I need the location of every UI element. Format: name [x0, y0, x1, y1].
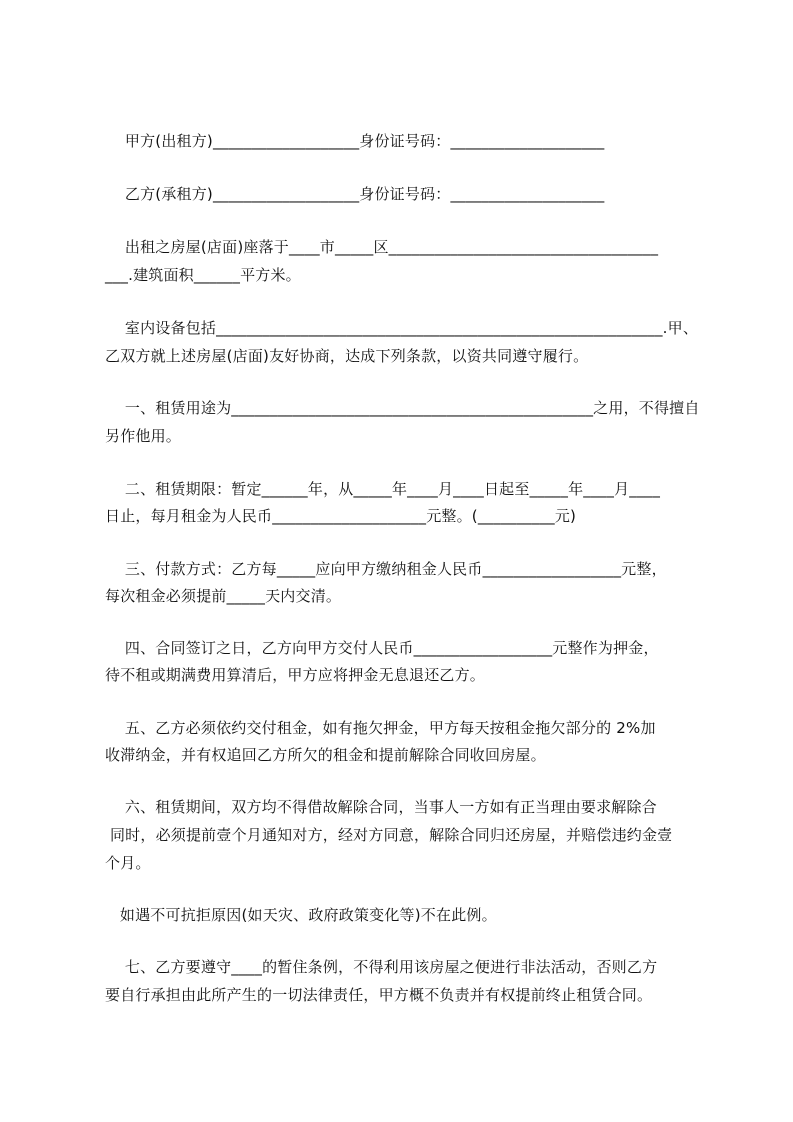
clause-4-line-2: 待不租或期满费用算清后，甲方应将押金无息退还乙方。: [105, 666, 486, 684]
property-location-line: 出租之房屋(店面)座落于____市_____区___________________________________: [105, 238, 659, 256]
equipment-line: 室内设备包括__________________________________________________________.甲、: [105, 319, 699, 337]
clause-4-line-1: 四、合同签订之日，乙方向甲方交付人民币__________________元整作为押金，: [105, 639, 659, 657]
party-b-line: 乙方(承租方)___________________身份证号码：____________________: [105, 185, 605, 203]
force-majeure-line: 如遇不可抗拒原因(如天灾、政府政策变化等)不在此例。: [105, 906, 497, 924]
clause-5-line-1: 五、乙方必须依约交付租金，如有拖欠押金，甲方每天按租金拖欠部分的 2%加: [105, 719, 656, 737]
clause-2-line-1: 二、租赁期限：暂定______年，从_____年____月____日起至_____年____月____: [105, 480, 661, 498]
clause-6-line-3: 个月。: [105, 854, 151, 872]
clause-2-line-2: 日止，每月租金为人民币____________________元整。(__________元): [105, 507, 577, 525]
party-a-line: 甲方(出租方)___________________身份证号码：____________________: [105, 132, 605, 150]
clause-6-line-2: 同时，必须提前壹个月通知对方，经对方同意，解除合同归还房屋，并赔偿违约金壹: [105, 826, 673, 844]
clause-1-line-1: 一、租赁用途为_______________________________________________之用，不得擅自: [105, 399, 700, 417]
clause-7-line-2: 要自行承担由此所产生的一切法律责任，甲方概不负责并有权提前终止租赁合同。: [105, 986, 653, 1004]
agreement-intro-line: 乙双方就上述房屋(店面)友好协商，达成下列条款，以资共同遵守履行。: [105, 347, 589, 365]
clause-3-line-2: 每次租金必须提前_____天内交清。: [105, 587, 342, 605]
clause-5-line-2: 收滞纳金，并有权追回乙方所欠的租金和提前解除合同收回房屋。: [105, 746, 546, 764]
property-area-line: ___.建筑面积______平方米。: [105, 266, 301, 284]
clause-3-line-1: 三、付款方式：乙方每_____应向甲方缴纳租金人民币__________________元整，: [105, 560, 667, 578]
clause-1-line-2: 另作他用。: [105, 427, 182, 445]
clause-7-line-1: 七、乙方要遵守____的暂住条例，不得利用该房屋之便进行非法活动，否则乙方: [105, 958, 658, 976]
clause-6-line-1: 六、租赁期间，双方均不得借故解除合同，当事人一方如有正当理由要求解除合: [105, 798, 657, 816]
